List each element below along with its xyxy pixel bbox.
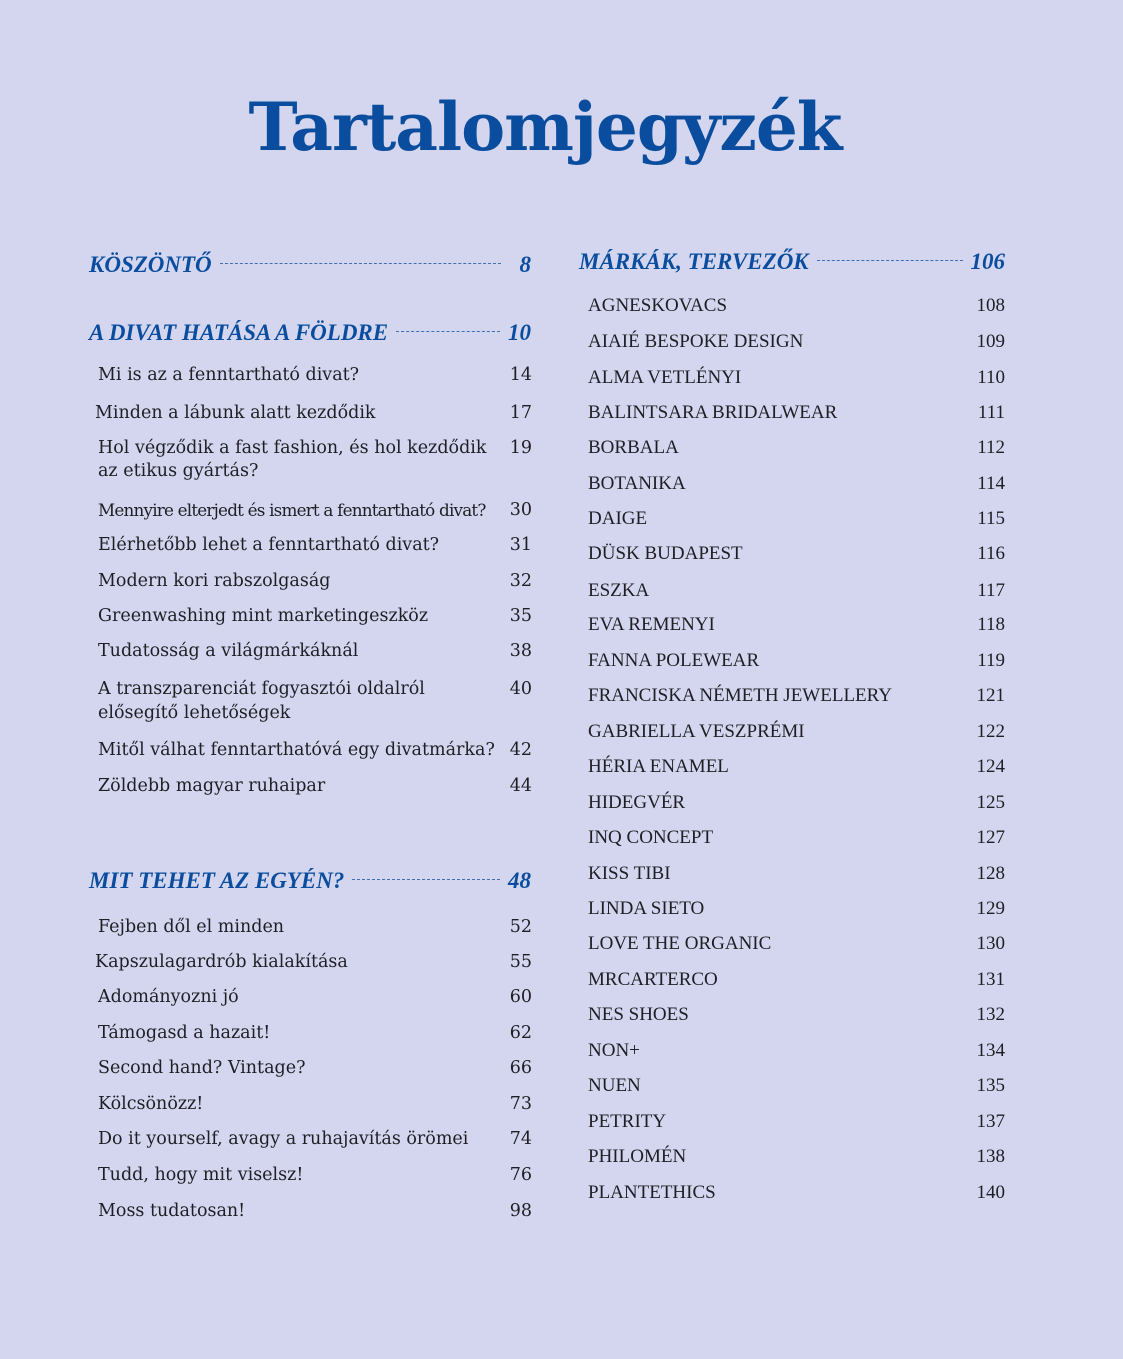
toc-entry[interactable] <box>98 1164 532 1188</box>
toc-entry-title: Mitől válhat fenntarthatóvá egy divatmárka? <box>98 740 495 760</box>
brand-page-number: 114 <box>977 473 1005 494</box>
brand-name: BOTANIKA <box>588 473 686 494</box>
toc-entry-title: Moss tudatosan! <box>98 1201 246 1221</box>
toc-entry[interactable] <box>98 1200 532 1224</box>
brand-page-number: 137 <box>976 1111 1005 1132</box>
dotted-leader <box>396 331 500 332</box>
brand-name: NUEN <box>588 1075 641 1096</box>
toc-entry-title: Elérhetőbb lehet a fenntartható divat? <box>98 535 440 555</box>
brand-name: ALMA VETLÉNYI <box>588 367 742 388</box>
toc-entry-title: Tudd, hogy mit viselsz! <box>98 1165 304 1185</box>
toc-entry[interactable] <box>98 739 532 763</box>
brand-entry[interactable] <box>588 579 1005 603</box>
brand-page-number: 115 <box>977 508 1005 529</box>
brand-page-number: 138 <box>976 1146 1005 1167</box>
section-markak-tervezok[interactable] <box>579 249 1005 279</box>
brand-name: FRANCISKA NÉMETH JEWELLERY <box>588 685 892 706</box>
toc-entry[interactable] <box>95 951 532 975</box>
brand-page-number: 110 <box>977 367 1005 388</box>
dotted-leader <box>352 879 500 880</box>
toc-entry-page: 73 <box>509 1094 532 1114</box>
toc-entry-page: 66 <box>509 1058 532 1078</box>
toc-entry-title: Do it yourself, avagy a ruhajavítás örömei <box>98 1129 469 1149</box>
brand-entry[interactable] <box>588 649 1005 673</box>
brand-name: PETRITY <box>588 1111 667 1132</box>
brand-entry[interactable] <box>588 294 1005 318</box>
brand-page-number: 121 <box>976 685 1005 706</box>
brand-entry[interactable] <box>588 968 1005 992</box>
toc-entry[interactable] <box>98 437 532 485</box>
toc-entry-title: Kapszulagardrób kialakítása <box>95 952 348 972</box>
brand-page-number: 111 <box>977 402 1005 423</box>
toc-entry-page: 19 <box>509 438 532 458</box>
toc-entry-title: Minden a lábunk alatt kezdődik <box>95 403 376 423</box>
toc-entry-page: 74 <box>509 1129 532 1149</box>
toc-entry[interactable] <box>98 1093 532 1117</box>
brand-entry[interactable] <box>588 401 1005 425</box>
brand-name: EVA REMENYI <box>588 614 715 635</box>
toc-entry-page: 62 <box>509 1023 532 1043</box>
brand-page-number: 131 <box>976 969 1005 990</box>
toc-entry-page: 17 <box>509 403 532 423</box>
toc-entry-page: 14 <box>509 365 532 385</box>
brand-name: LINDA SIETO <box>588 898 705 919</box>
section-page-number: 10 <box>508 320 531 345</box>
toc-entry-page: 30 <box>509 500 532 520</box>
brand-entry[interactable] <box>588 720 1005 744</box>
brand-name: FANNA POLEWEAR <box>588 650 760 671</box>
toc-entry[interactable] <box>95 402 532 426</box>
brand-name: AGNESKOVACS <box>588 295 728 316</box>
toc-entry-page: 52 <box>509 917 532 937</box>
brand-name: MRCARTERCO <box>588 969 718 990</box>
toc-entry[interactable] <box>98 570 532 594</box>
brand-name: INQ CONCEPT <box>588 827 714 848</box>
brand-page-number: 128 <box>976 863 1005 884</box>
section-label: A DIVAT HATÁSA A FÖLDRE <box>89 320 389 345</box>
toc-entry-page: 35 <box>509 606 532 626</box>
brand-entry[interactable] <box>588 1003 1005 1027</box>
brand-name: HIDEGVÉR <box>588 792 686 813</box>
brand-page-number: 109 <box>976 331 1005 352</box>
section-label: MÁRKÁK, TERVEZŐK <box>579 249 809 274</box>
brand-name: LOVE THE ORGANIC <box>588 933 772 954</box>
brand-page-number: 134 <box>976 1040 1005 1061</box>
brand-entry[interactable] <box>588 684 1005 708</box>
toc-entry-page: 55 <box>509 952 532 972</box>
toc-entry-title: Kölcsönözz! <box>98 1094 204 1114</box>
brand-name: PLANTETHICS <box>588 1182 716 1203</box>
brand-entry[interactable] <box>588 330 1005 354</box>
toc-entry-title: Adományozni jó <box>98 987 239 1007</box>
brand-page-number: 117 <box>977 580 1005 601</box>
toc-entry-page: 40 <box>509 679 532 699</box>
brand-name: GABRIELLA VESZPRÉMI <box>588 721 805 742</box>
toc-entry-page: 32 <box>509 571 532 591</box>
brand-entry[interactable] <box>588 897 1005 921</box>
toc-entry-title: A transzparenciát fogyasztói oldalról <box>98 679 425 699</box>
toc-entry[interactable] <box>98 775 532 799</box>
toc-entry-title: Fejben dől el minden <box>98 917 285 937</box>
section-koszonto[interactable] <box>89 252 531 282</box>
toc-entry-title: Greenwashing mint marketingeszköz <box>98 606 429 626</box>
toc-entry-title: Modern kori rabszolgaság <box>98 571 331 591</box>
brand-name: PHILOMÉN <box>588 1146 687 1167</box>
brand-entry[interactable] <box>588 1074 1005 1098</box>
toc-entry-title-line2: az etikus gyártás? <box>98 461 259 481</box>
brand-name: NES SHOES <box>588 1004 689 1025</box>
toc-entry[interactable] <box>98 678 532 726</box>
brand-entry[interactable] <box>588 613 1005 637</box>
brand-page-number: 116 <box>977 543 1005 564</box>
toc-entry-page: 42 <box>509 740 532 760</box>
dotted-leader <box>220 263 501 264</box>
brand-entry[interactable] <box>588 1110 1005 1134</box>
toc-entry-title: Mennyire elterjedt és ismert a fenntartható divat? <box>98 500 486 520</box>
section-page-number: 106 <box>970 249 1005 274</box>
brand-page-number: 132 <box>976 1004 1005 1025</box>
toc-entry-title-line2: elősegítő lehetőségek <box>98 703 291 723</box>
brand-page-number: 129 <box>976 898 1005 919</box>
brand-entry[interactable] <box>588 1145 1005 1169</box>
brand-page-number: 124 <box>976 756 1005 777</box>
toc-entry-page: 76 <box>509 1165 532 1185</box>
toc-entry-page: 38 <box>509 641 532 661</box>
section-divat-hatasa[interactable] <box>89 320 531 350</box>
brand-page-number: 140 <box>976 1182 1005 1203</box>
brand-name: BORBALA <box>588 437 679 458</box>
brand-entry[interactable] <box>588 862 1005 886</box>
brand-page-number: 122 <box>976 721 1005 742</box>
toc-entry-title: Tudatosság a világmárkáknál <box>98 641 359 661</box>
toc-entry[interactable] <box>98 916 532 940</box>
brand-page-number: 112 <box>977 437 1005 458</box>
toc-entry-title: Zöldebb magyar ruhaipar <box>98 776 326 796</box>
toc-entry-title: Támogasd a hazait! <box>98 1023 271 1043</box>
brand-page-number: 118 <box>977 614 1005 635</box>
brand-entry[interactable] <box>588 472 1005 496</box>
toc-entry[interactable] <box>98 605 532 629</box>
section-label: KÖSZÖNTŐ <box>89 252 212 277</box>
toc-entry[interactable] <box>98 1128 532 1152</box>
brand-name: BALINTSARA BRIDALWEAR <box>588 402 838 423</box>
brand-page-number: 108 <box>976 295 1005 316</box>
toc-entry[interactable] <box>98 986 532 1010</box>
toc-entry[interactable] <box>98 640 532 664</box>
toc-entry-title: Mi is az a fenntartható divat? <box>98 365 360 385</box>
brand-name: HÉRIA ENAMEL <box>588 756 729 777</box>
toc-entry-page: 60 <box>509 987 532 1007</box>
dotted-leader <box>817 260 963 261</box>
brand-entry[interactable] <box>588 436 1005 460</box>
brand-entry[interactable] <box>588 507 1005 531</box>
brand-entry[interactable] <box>588 932 1005 956</box>
toc-entry-page: 98 <box>509 1201 532 1221</box>
brand-entry[interactable] <box>588 542 1005 566</box>
toc-entry-page: 44 <box>509 776 532 796</box>
toc-entry[interactable] <box>98 1057 532 1081</box>
brand-page-number: 130 <box>976 933 1005 954</box>
brand-page-number: 127 <box>976 827 1005 848</box>
brand-entry[interactable] <box>588 366 1005 390</box>
brand-entry[interactable] <box>588 755 1005 779</box>
section-page-number: 8 <box>519 252 531 277</box>
brand-entry[interactable] <box>588 791 1005 815</box>
toc-entry[interactable] <box>98 1022 532 1046</box>
section-mit-tehet-az-egyen[interactable] <box>89 868 531 898</box>
brand-name: DÜSK BUDAPEST <box>588 543 743 564</box>
brand-entry[interactable] <box>588 826 1005 850</box>
brand-page-number: 135 <box>976 1075 1005 1096</box>
toc-entry[interactable] <box>98 364 532 388</box>
brand-name: NON+ <box>588 1040 640 1061</box>
brand-name: ESZKA <box>588 580 650 601</box>
toc-entry-title: Second hand? Vintage? <box>98 1058 306 1078</box>
brand-name: DAIGE <box>588 508 648 529</box>
page-title: Tartalomjegyzék <box>248 88 842 166</box>
brand-page-number: 125 <box>976 792 1005 813</box>
brand-page-number: 119 <box>977 650 1005 671</box>
brand-entry[interactable] <box>588 1039 1005 1063</box>
toc-entry[interactable] <box>98 499 532 523</box>
toc-entry-page: 31 <box>509 535 532 555</box>
toc-entry-title: Hol végződik a fast fashion, és hol kezdődik <box>98 438 487 458</box>
section-page-number: 48 <box>508 868 531 893</box>
brand-name: KISS TIBI <box>588 863 671 884</box>
brand-entry[interactable] <box>588 1181 1005 1205</box>
toc-entry[interactable] <box>98 534 532 558</box>
brand-name: AIAIÉ BESPOKE DESIGN <box>588 331 804 352</box>
section-label: MIT TEHET AZ EGYÉN? <box>89 868 345 893</box>
